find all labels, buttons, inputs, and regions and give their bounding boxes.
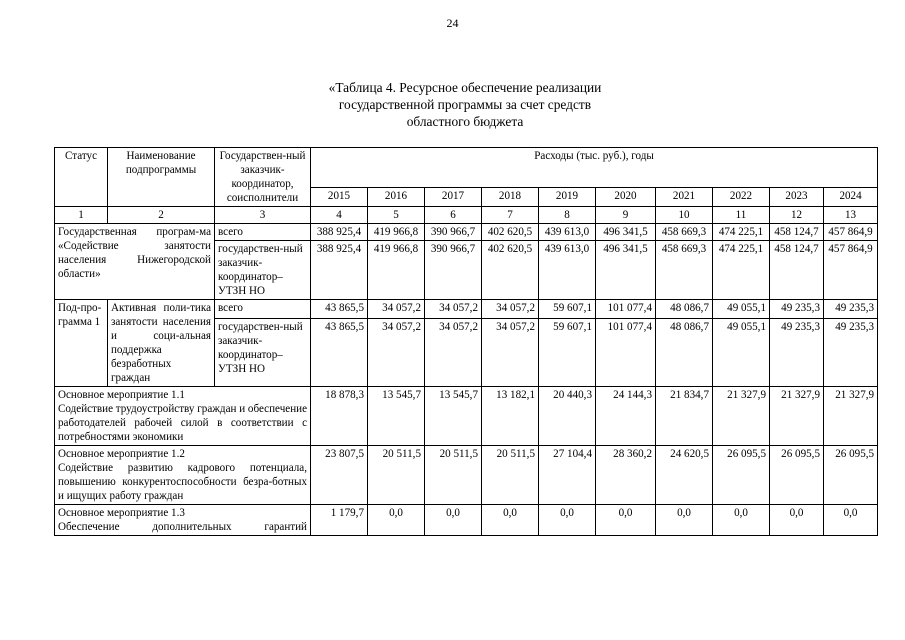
value-cell: 21 327,9 (770, 387, 824, 446)
column-number: 11 (713, 207, 770, 224)
header-year: 2015 (311, 188, 368, 207)
value-cell: 390 966,7 (425, 224, 482, 241)
value-cell: 23 807,5 (311, 446, 368, 505)
value-cell: 458 124,7 (770, 241, 824, 300)
value-cell: 388 925,4 (311, 224, 368, 241)
caption-line-1: «Таблица 4. Ресурсное обеспечение реализации (328, 80, 602, 95)
value-cell: 458 669,3 (656, 241, 713, 300)
value-cell: 457 864,9 (824, 224, 878, 241)
header-year: 2019 (539, 188, 596, 207)
value-cell: 13 545,7 (425, 387, 482, 446)
header-expenses: Расходы (тыс. руб.), годы (311, 148, 878, 188)
measure-description (55, 505, 311, 536)
value-cell: 34 057,2 (482, 319, 539, 387)
value-cell: 59 607,1 (539, 300, 596, 319)
value-cell: 49 235,3 (824, 319, 878, 387)
row-label: всего (215, 224, 311, 241)
measure-title: Основное мероприятие 1.2 (58, 448, 185, 460)
measure-text: Обеспечение дополнительных гарантий (58, 521, 307, 533)
value-cell: 49 235,3 (770, 300, 824, 319)
value-cell: 419 966,8 (368, 241, 425, 300)
value-cell: 439 613,0 (539, 224, 596, 241)
value-cell: 474 225,1 (713, 224, 770, 241)
measure-text: Содействие трудоустройству граждан и обеспечение работодателей рабочей силой в соответствии с потребностями экономики (58, 403, 307, 443)
column-number: 9 (596, 207, 656, 224)
header-year: 2016 (368, 188, 425, 207)
value-cell: 457 864,9 (824, 241, 878, 300)
value-cell: 0,0 (425, 505, 482, 536)
value-cell: 24 620,5 (656, 446, 713, 505)
value-cell: 1 179,7 (311, 505, 368, 536)
value-cell: 0,0 (368, 505, 425, 536)
value-cell: 419 966,8 (368, 224, 425, 241)
measure-description (55, 446, 311, 505)
value-cell: 13 545,7 (368, 387, 425, 446)
column-number: 8 (539, 207, 596, 224)
value-cell: 49 055,1 (713, 300, 770, 319)
value-cell: 18 878,3 (311, 387, 368, 446)
column-number: 2 (108, 207, 215, 224)
value-cell: 34 057,2 (368, 300, 425, 319)
header-year: 2023 (770, 188, 824, 207)
resource-table (54, 147, 878, 536)
value-cell: 496 341,5 (596, 224, 656, 241)
subprogram-name: Активная поли-тика занятости населения и соци-альная поддержка безработных граждан (108, 300, 215, 387)
value-cell: 0,0 (824, 505, 878, 536)
column-number: 13 (824, 207, 878, 224)
value-cell: 0,0 (656, 505, 713, 536)
value-cell: 21 327,9 (713, 387, 770, 446)
row-label: всего (215, 300, 311, 319)
header-year: 2020 (596, 188, 656, 207)
value-cell: 24 144,3 (596, 387, 656, 446)
header-coordinator: Государствен-ный заказчик-координатор, соисполнители (215, 148, 311, 207)
value-cell: 20 511,5 (425, 446, 482, 505)
value-cell: 43 865,5 (311, 319, 368, 387)
table-row-measure-1-1 (55, 387, 878, 446)
column-number: 5 (368, 207, 425, 224)
value-cell: 48 086,7 (656, 319, 713, 387)
column-number-row (55, 207, 878, 224)
value-cell: 21 834,7 (656, 387, 713, 446)
value-cell: 458 669,3 (656, 224, 713, 241)
row-label: государствен-ный заказчик-координатор–УТЗН НО (215, 319, 311, 387)
value-cell: 26 095,5 (713, 446, 770, 505)
row-label: государствен-ный заказчик-координатор–УТЗН НО (215, 241, 311, 300)
column-number: 6 (425, 207, 482, 224)
value-cell: 474 225,1 (713, 241, 770, 300)
value-cell: 43 865,5 (311, 300, 368, 319)
header-status: Статус (55, 148, 108, 207)
value-cell: 28 360,2 (596, 446, 656, 505)
header-row-1 (55, 148, 878, 188)
value-cell: 34 057,2 (368, 319, 425, 387)
value-cell: 458 124,7 (770, 224, 824, 241)
header-year: 2017 (425, 188, 482, 207)
subprogram-status: Под-про-грамма 1 (55, 300, 108, 387)
header-year: 2022 (713, 188, 770, 207)
value-cell: 402 620,5 (482, 224, 539, 241)
caption-line-3: областного бюджета (406, 114, 524, 129)
measure-title: Основное мероприятие 1.3 (58, 507, 185, 519)
value-cell: 13 182,1 (482, 387, 539, 446)
value-cell: 390 966,7 (425, 241, 482, 300)
value-cell: 0,0 (596, 505, 656, 536)
value-cell: 20 440,3 (539, 387, 596, 446)
table-row-measure-1-3 (55, 505, 878, 536)
program-name: Государственная програм-ма «Содействие занятости населения Нижегородской области» (55, 224, 215, 300)
value-cell: 21 327,9 (824, 387, 878, 446)
header-year: 2024 (824, 188, 878, 207)
value-cell: 49 055,1 (713, 319, 770, 387)
value-cell: 0,0 (770, 505, 824, 536)
value-cell: 48 086,7 (656, 300, 713, 319)
value-cell: 402 620,5 (482, 241, 539, 300)
value-cell: 49 235,3 (770, 319, 824, 387)
column-number: 3 (215, 207, 311, 224)
value-cell: 0,0 (482, 505, 539, 536)
header-subprogram: Наименование подпрограммы (108, 148, 215, 207)
column-number: 1 (55, 207, 108, 224)
column-number: 10 (656, 207, 713, 224)
value-cell: 20 511,5 (482, 446, 539, 505)
value-cell: 27 104,4 (539, 446, 596, 505)
table-row-measure-1-2 (55, 446, 878, 505)
value-cell: 26 095,5 (770, 446, 824, 505)
value-cell: 0,0 (713, 505, 770, 536)
measure-text: Содействие развитию кадрового потенциала, повышению конкурентоспособности безра-ботных и ищущих работу граждан (58, 462, 307, 502)
value-cell: 34 057,2 (425, 319, 482, 387)
value-cell: 34 057,2 (482, 300, 539, 319)
value-cell: 20 511,5 (368, 446, 425, 505)
header-year: 2021 (656, 188, 713, 207)
value-cell: 59 607,1 (539, 319, 596, 387)
value-cell: 496 341,5 (596, 241, 656, 300)
page-number: 24 (446, 16, 459, 30)
value-cell: 101 077,4 (596, 319, 656, 387)
table-row-subprogram-total (55, 300, 878, 319)
measure-title: Основное мероприятие 1.1 (58, 389, 185, 401)
column-number: 7 (482, 207, 539, 224)
value-cell: 34 057,2 (425, 300, 482, 319)
table-row-program-total (55, 224, 878, 241)
header-year: 2018 (482, 188, 539, 207)
value-cell: 0,0 (539, 505, 596, 536)
caption-line-2: государственной программы за счет средств (338, 97, 592, 112)
value-cell: 439 613,0 (539, 241, 596, 300)
measure-description (55, 387, 311, 446)
column-number: 4 (311, 207, 368, 224)
value-cell: 26 095,5 (824, 446, 878, 505)
value-cell: 49 235,3 (824, 300, 878, 319)
value-cell: 101 077,4 (596, 300, 656, 319)
value-cell: 388 925,4 (311, 241, 368, 300)
column-number: 12 (770, 207, 824, 224)
table-caption (260, 79, 670, 130)
